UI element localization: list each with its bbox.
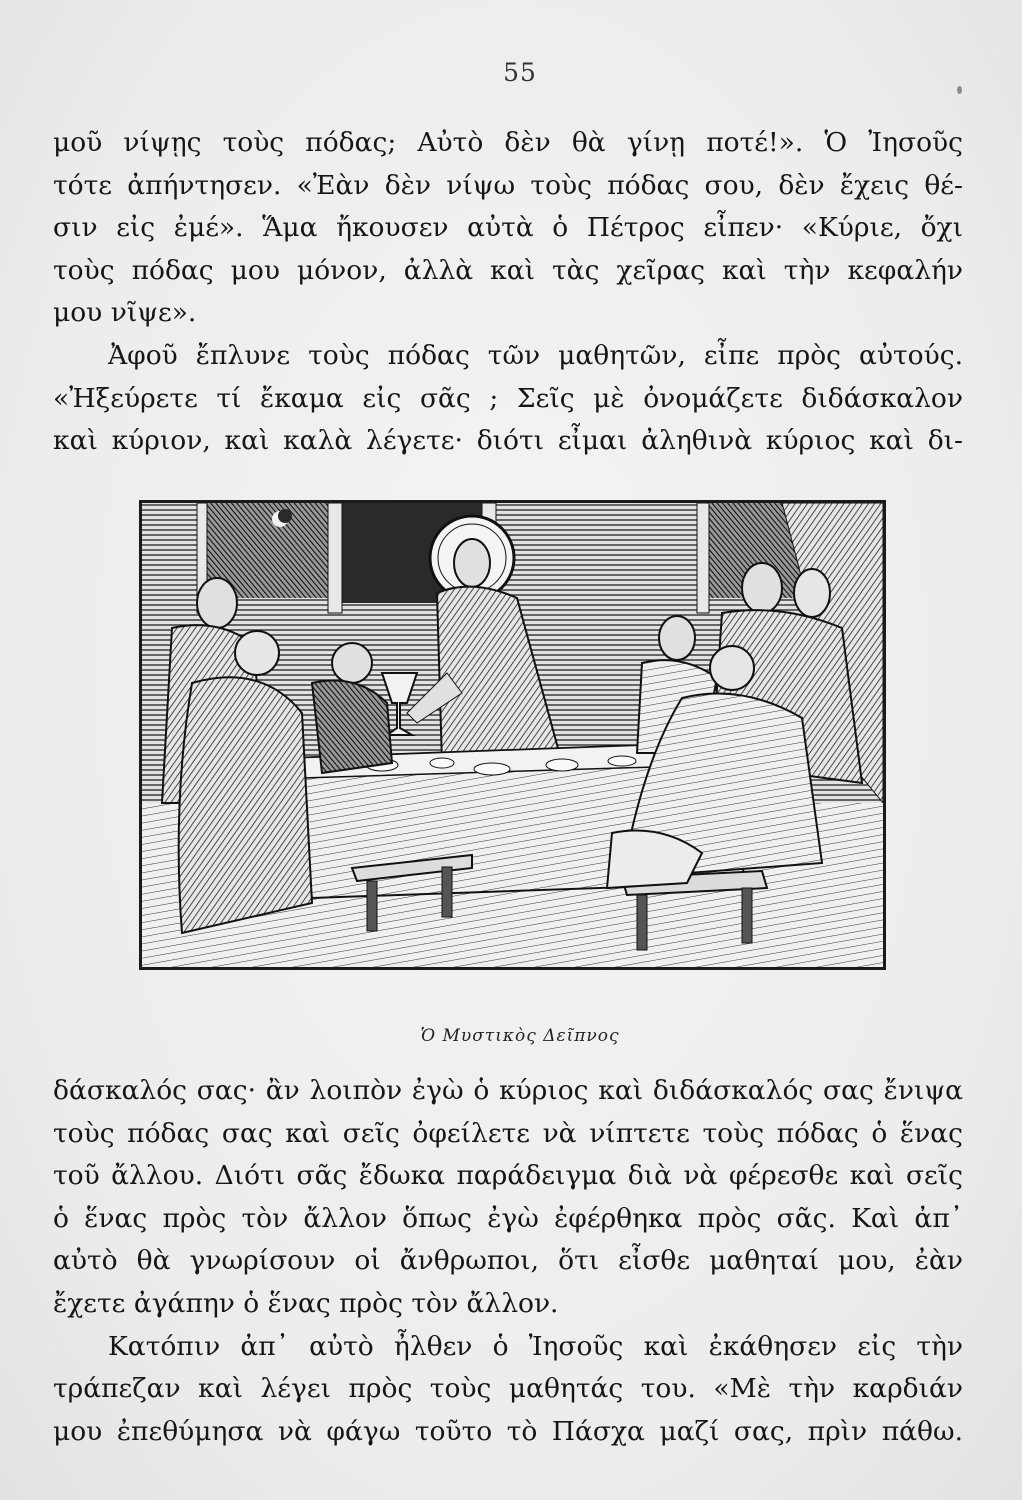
page-number: 55 — [503, 58, 537, 87]
text-line: τοὺς πόδας μου μόνον, ἀλλὰ καὶ τὰς χεῖρας καὶ τὴν κεφαλήν — [53, 254, 963, 286]
text-line: ὁ ἕνας πρὸς τὸν ἄλλον ὅπως ἐγὼ ἐφέρθηκα πρὸς σᾶς. Καὶ ἀπ᾽ — [53, 1202, 963, 1234]
text-line: μου ἐπεθύμησα νὰ φάγω τοῦτο τὸ Πάσχα μαζί σας, πρὶν πάθω. — [53, 1415, 963, 1447]
text-line: τοὺς πόδας σας καὶ σεῖς ὀφείλετε νὰ νίπτετε τοὺς πόδας ὁ ἕνας — [53, 1117, 963, 1149]
text-line: σιν εἰς ἐμέ». Ἅμα ἤκουσεν αὐτὰ ὁ Πέτρος εἶπεν· «Κύριε, ὄχι — [53, 212, 963, 244]
last-supper-engraving — [139, 500, 886, 970]
engraving-drawing — [142, 503, 883, 967]
text-line: τοῦ ἄλλου. Διότι σᾶς ἔδωκα παράδειγμα διὰ νὰ φέρεσθε καὶ σεῖς — [53, 1160, 963, 1192]
illustration-caption: Ὁ Μυστικὸς Δεῖπνος — [420, 1026, 620, 1046]
text-line: τότε ἀπήντησεν. «Ἐὰν δὲν νίψω τοὺς πόδας σου, δὲν ἔχεις θέ- — [53, 169, 963, 201]
text-block-bottom — [53, 1070, 963, 1453]
text-line: αὐτὸ θὰ γνωρίσουν οἱ ἄνθρωποι, ὅτι εἶσθε μαθηταί μου, ἐὰν — [53, 1245, 963, 1277]
text-line: δάσκαλός σας· ἂν λοιπὸν ἐγὼ ὁ κύριος καὶ διδάσκαλός σας ἔνιψα — [53, 1075, 963, 1106]
text-line: ἔχετε ἀγάπην ὁ ἕνας πρὸς τὸν ἄλλον. — [53, 1287, 559, 1319]
text-line: καὶ κύριον, καὶ καλὰ λέγετε· διότι εἶμαι ἀληθινὰ κύριος καὶ δι- — [53, 425, 963, 457]
text-line: τράπεζαν καὶ λέγει πρὸς τοὺς μαθητάς του. «Μὲ τὴν καρδιάν — [53, 1373, 963, 1405]
text-line: «Ἠξεύρετε τί ἔκαμα εἰς σᾶς ; Σεῖς μὲ ὀνομάζετε διδάσκαλον — [53, 382, 963, 414]
text-line: μου νῖψε». — [53, 297, 197, 329]
paper-speck — [957, 86, 962, 94]
text-line: Κατόπιν ἀπ᾽ αὐτὸ ἦλθεν ὁ Ἰησοῦς καὶ ἐκάθησεν εἰς τὴν — [108, 1330, 963, 1362]
text-line: μοῦ νίψῃς τοὺς πόδας; Αὐτὸ δὲν θὰ γίνῃ ποτέ!». Ὁ Ἰησοῦς — [53, 127, 963, 158]
text-line: Ἀφοῦ ἔπλυνε τοὺς πόδας τῶν μαθητῶν, εἶπε πρὸς αὐτούς. — [108, 339, 963, 371]
text-block-top — [53, 122, 963, 463]
